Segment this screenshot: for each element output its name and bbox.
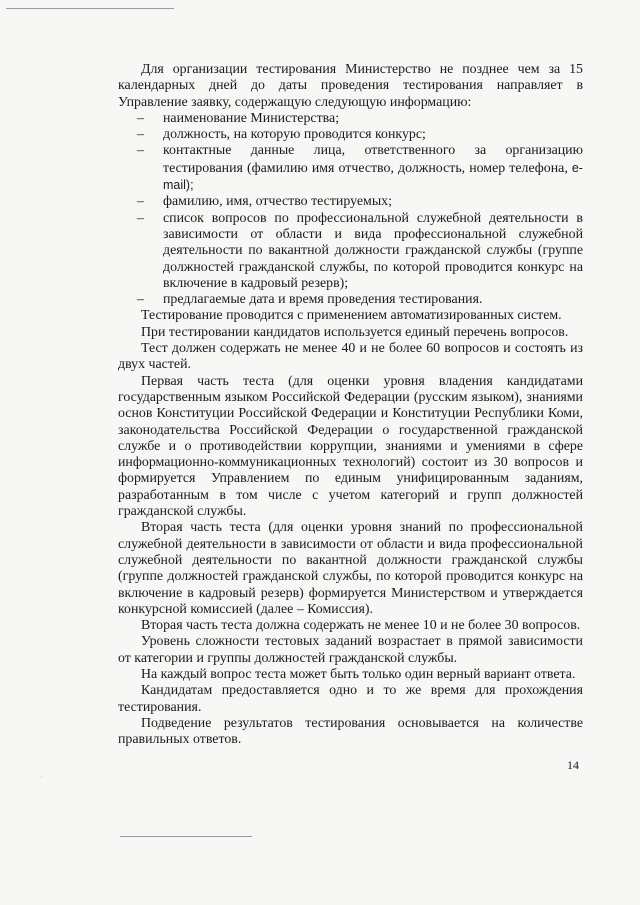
list-item-text: фамилию, имя, отчество тестируемых; bbox=[163, 194, 392, 210]
list-dash: – bbox=[137, 127, 144, 143]
scan-artifact-bottom bbox=[120, 836, 252, 837]
paragraph: Подведение результатов тестирования основывается на количестве правильных ответов. bbox=[118, 715, 583, 748]
list-item-text: наименование Министерства; bbox=[163, 110, 340, 126]
scan-artifact-top bbox=[6, 8, 174, 9]
paragraph: Тест должен содержать не менее 40 и не более 60 вопросов и состоять из двух частей. bbox=[118, 341, 583, 373]
paragraph: Уровень сложности тестовых заданий возрастает в прямой зависимости от категории и группы должностей гражданской службы. bbox=[118, 634, 583, 666]
paragraph: Кандидатам предоставляется одно и то же время для прохождения тестирования. bbox=[118, 683, 583, 715]
list-item-text: предлагаемые дата и время проведения тестирования. bbox=[163, 292, 483, 308]
list-dash: – bbox=[137, 194, 144, 210]
list-item bbox=[118, 194, 583, 210]
paragraph: Тестирование проводится с применением автоматизированных систем. bbox=[141, 308, 562, 324]
list-item bbox=[118, 111, 583, 127]
paragraph: На каждый вопрос теста может быть только один верный вариант ответа. bbox=[141, 666, 576, 682]
list-dash: – bbox=[137, 110, 144, 126]
list-item bbox=[118, 211, 583, 292]
paragraph: Вторая часть теста должна содержать не менее 10 и не более 30 вопросов. bbox=[141, 618, 581, 634]
list-item bbox=[118, 292, 583, 308]
list-dash: – bbox=[137, 143, 144, 159]
list-dash: – bbox=[137, 210, 144, 226]
paragraph: Вторая часть теста (для оценки уровня знаний по профессиональной служебной деятельности в зависимости от области и вида профессиональной служебной деятельности по вакантной должности гражданской службы (группе должностей гражданской службы, по которой проводится конкурс на включение в кадровый резерв) формируется Министерством и утверждается конкурсной комиссией (далее – Комиссия). bbox=[118, 520, 583, 617]
list-item bbox=[118, 127, 583, 143]
list-item-text: список вопросов по профессиональной служебной деятельности в зависимости от области и вида профессиональной служебной деятельности по вакантной должности гражданской службы (группе должностей гражданской службы, по которой проводится конкурс на включение в кадровый резерв); bbox=[163, 210, 583, 291]
list-item-text: должность, на которую проводится конкурс; bbox=[163, 127, 426, 143]
scan-mark: · bbox=[40, 772, 43, 782]
list-dash: – bbox=[137, 292, 144, 308]
list-item-text bbox=[163, 143, 583, 194]
paragraph: Первая часть теста (для оценки уровня владения кандидатами государственным языком Российской Федерации (русским языком), знаниями основ Конституции Российской Федерации и Конституции Республики Коми, законодательства Российской Федерации о государственной гражданской службе и о противодействии коррупции, знаниями и умениями в сфере информационно-коммуникационных технологий) состоит из 30 вопросов и формируется Управлением по единым унифицированным заданиям, разработанным в том числе с учетом категорий и групп должностей гражданской службы. bbox=[118, 373, 583, 520]
document-body bbox=[118, 62, 583, 748]
intro-paragraph: Для организации тестирования Министерство не позднее чем за 15 календарных дней до даты проведения тестирования направляет в Управление заявку, содержащую следующую информацию: bbox=[118, 62, 583, 110]
paragraph: При тестировании кандидатов используется единый перечень вопросов. bbox=[141, 324, 569, 340]
email-label: e-mail); bbox=[163, 160, 583, 193]
list-item bbox=[118, 143, 583, 194]
page-number: 14 bbox=[567, 758, 579, 772]
list-item-text-main: контактные данные лица, ответственного за организацию тестирования (фамилию имя отчество, должность, номер телефона, bbox=[163, 143, 583, 176]
